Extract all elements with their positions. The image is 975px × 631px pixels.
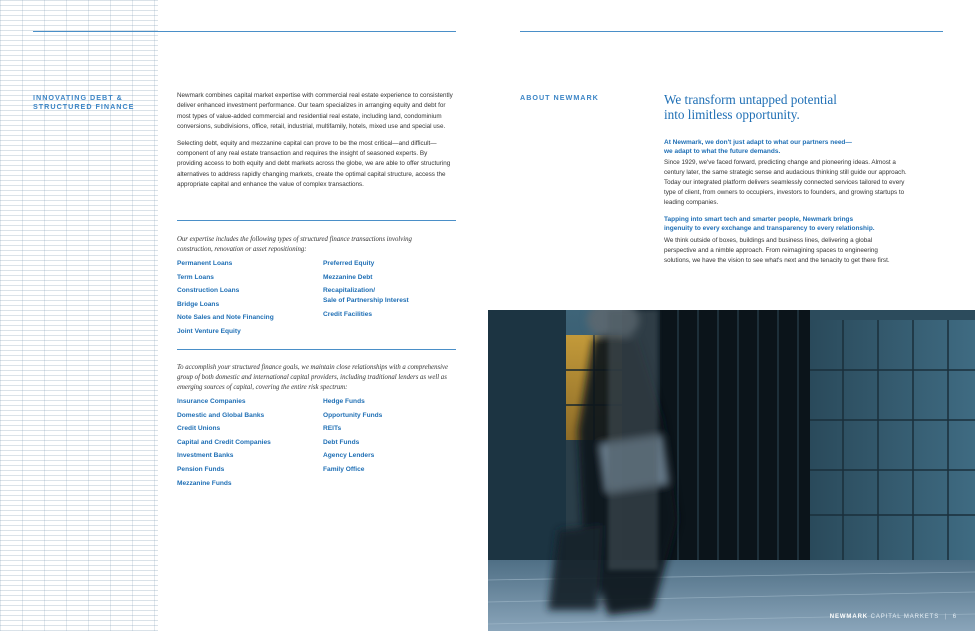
- list-item[interactable]: Joint Venture Equity: [177, 327, 241, 335]
- lead-text: Tapping into smart tech and smarter people, Newmark brings ingenuity to every exchange and transparency to every relationship.: [664, 216, 875, 233]
- list-item[interactable]: Debt Funds: [323, 438, 360, 446]
- section-divider: [177, 349, 456, 350]
- section-divider: [177, 220, 456, 221]
- intro-paragraph: Selecting debt, equity and mezzanine capital can prove to be the most critical—and difficult—component of any real estate transaction and requires the insight of seasoned experts. By providing access to both equity and debt markets across the globe, we are able to offer structuring alternatives to address rapidly changing markets, create the optimal capital structure, access the appropriate capital and enhance the value of complex transactions.: [177, 139, 451, 189]
- list-item[interactable]: Mezzanine Funds: [177, 479, 232, 487]
- intro-body: [177, 91, 453, 197]
- list-item[interactable]: Domestic and Global Banks: [177, 411, 265, 419]
- list-item[interactable]: Note Sales and Note Financing: [177, 314, 274, 322]
- top-rule-right: [520, 31, 943, 32]
- footer-label: CAPITAL MARKETS: [870, 614, 940, 620]
- list-item[interactable]: Insurance Companies: [177, 398, 246, 405]
- list-item[interactable]: Opportunity Funds: [323, 411, 383, 419]
- list-item[interactable]: Permanent Loans: [177, 260, 233, 267]
- expertise-intro: Our expertise includes the following types of structured finance transactions involving construction, renovation or asset repositioning:: [177, 236, 412, 253]
- section-title-about: ABOUT NEWMARK: [520, 93, 599, 102]
- providers-intro: To accomplish your structured finance goals, we maintain close relationships with a comprehensive group of both domestic and international capital providers, including traditional lenders as well as emerging sources of capital, covering the entire risk spectrum:: [177, 364, 449, 391]
- list-item[interactable]: Family Office: [323, 465, 365, 473]
- headline: We transform untapped potential into limitless opportunity.: [664, 92, 837, 122]
- page-number: 6: [952, 614, 957, 620]
- list-item[interactable]: Recapitalization/ Sale of Partnership Interest: [323, 287, 409, 304]
- list-item[interactable]: Credit Unions: [177, 425, 221, 433]
- body-paragraph: Since 1929, we've faced forward, predicting change and pioneering ideas. Almost a century later, the same strategic sense and audacious thinking still guide our approach. Today our integrated platform delivers seamlessly connected services tailored to every type of client, from owners to occupiers, investors to founders, and growing startups to leading companies.: [664, 159, 907, 207]
- list-item[interactable]: REITs: [323, 425, 342, 433]
- list-item[interactable]: Agency Lenders: [323, 452, 375, 460]
- list-item[interactable]: Investment Banks: [177, 452, 234, 460]
- lead-text: At Newmark, we don't just adapt to what our partners need— we adapt to what the future demands.: [664, 139, 852, 156]
- footer-separator: |: [944, 614, 948, 620]
- list-item[interactable]: Credit Facilities: [323, 310, 373, 318]
- footer-brand: NEWMARK: [829, 614, 869, 620]
- expertise-list-col1: [177, 259, 317, 341]
- list-item[interactable]: Mezzanine Debt: [323, 273, 373, 281]
- intro-paragraph: Newmark combines capital market expertise with commercial real estate experience to consistently deliver enhanced investment performance. Our team specializes in arranging equity and debt for most types of value-added commercial and residential real estate, including land, condominium conversions, subdivisions, office, retail, industrial, multifamily, hotels, mixed use and special use.: [177, 92, 453, 131]
- list-item[interactable]: Capital and Credit Companies: [177, 438, 271, 446]
- list-item[interactable]: Bridge Loans: [177, 300, 220, 308]
- page-footer: [830, 614, 957, 620]
- hero-photo: [488, 310, 975, 631]
- list-item[interactable]: Preferred Equity: [323, 260, 375, 267]
- top-rule-left: [33, 31, 456, 32]
- section-title-structured-finance: INNOVATING DEBT & STRUCTURED FINANCE: [33, 93, 135, 111]
- list-item[interactable]: Hedge Funds: [323, 398, 365, 405]
- list-item[interactable]: Pension Funds: [177, 465, 225, 473]
- providers-list-col2: [323, 397, 458, 479]
- list-item[interactable]: Construction Loans: [177, 287, 240, 295]
- list-item[interactable]: Term Loans: [177, 273, 214, 281]
- providers-list-col1: [177, 397, 317, 492]
- expertise-list-col2: [323, 259, 458, 323]
- body-paragraph: We think outside of boxes, buildings and business lines, delivering a global perspective and a nimble approach. From reimagining spaces to engineering solutions, we have the vision to see what's next and the tenacity to get there first.: [664, 237, 890, 265]
